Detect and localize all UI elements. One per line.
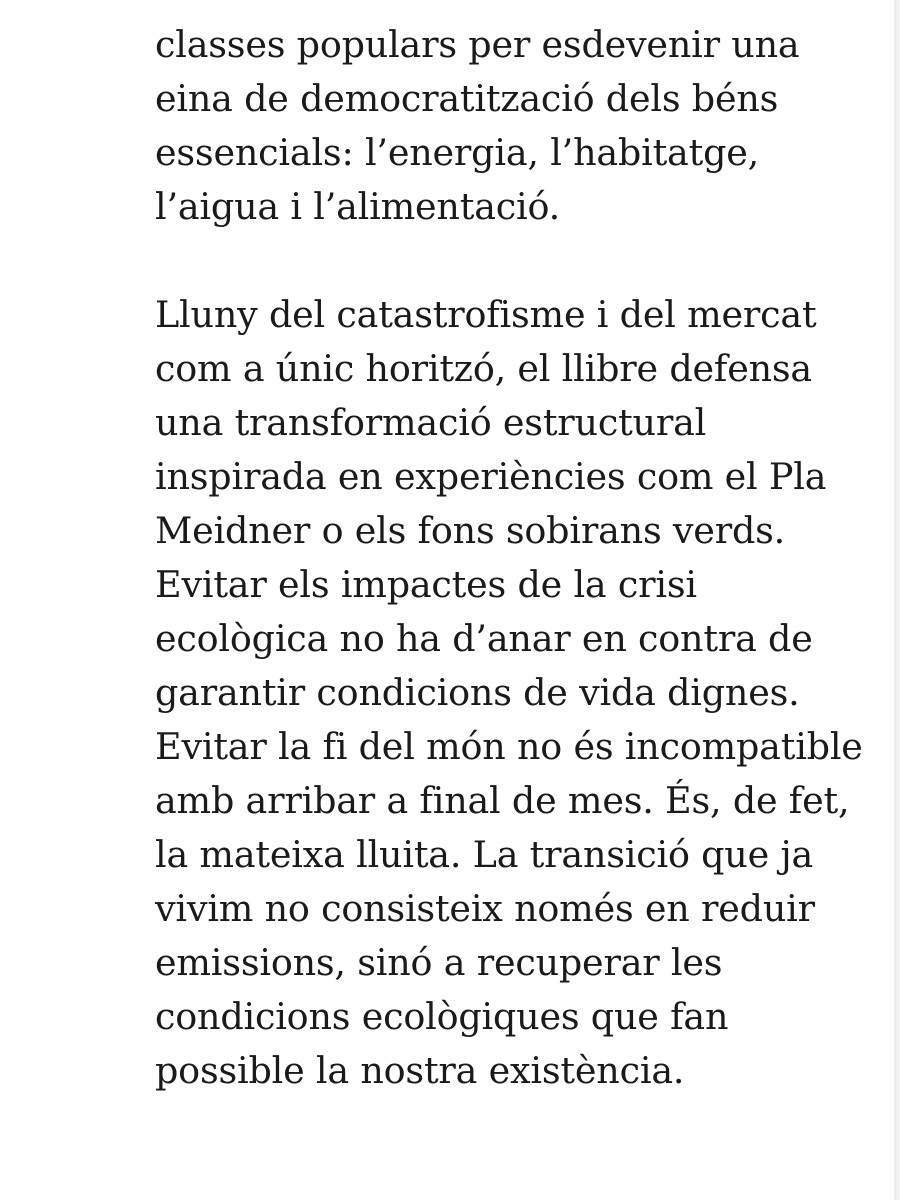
text-line: com a únic horitzó, el llibre defensa: [155, 347, 812, 390]
text-line: inspirada en experiències com el Pla: [155, 455, 827, 498]
text-line: ecològica no ha d’anar en contra de: [155, 617, 813, 660]
text-line: possible la nostra existència.: [155, 1049, 685, 1092]
text-line: classes populars per esdevenir una: [155, 23, 800, 66]
text-line: eina de democratització dels béns: [155, 77, 779, 120]
text-line: vivim no consisteix només en reduir: [155, 887, 815, 930]
text-line: una transformació estructural: [155, 401, 707, 444]
text-line: condicions ecològiques que fan: [155, 995, 729, 1038]
text-line: emissions, sinó a recuperar les: [155, 941, 723, 984]
page-edge: [894, 0, 900, 1200]
paragraph-1: [155, 18, 855, 234]
text-line: la mateixa lluita. La transició que ja: [155, 833, 814, 876]
text-line: garantir condicions de vida dignes.: [155, 671, 800, 714]
text-line: Evitar els impactes de la crisi: [155, 563, 697, 606]
body-text: [155, 18, 863, 1098]
text-line: essencials: l’energia, l’habitatge,: [155, 131, 760, 174]
text-line: Lluny del catastrofisme i del mercat: [155, 293, 817, 336]
paragraph-2: [155, 288, 863, 1098]
text-line: Meidner o els fons sobirans verds.: [155, 509, 786, 552]
text-line: Evitar la fi del món no és incompatible: [155, 725, 863, 768]
text-line: l’aigua i l’alimentació.: [155, 185, 561, 228]
text-line: amb arribar a final de mes. És, de fet,: [155, 779, 850, 822]
